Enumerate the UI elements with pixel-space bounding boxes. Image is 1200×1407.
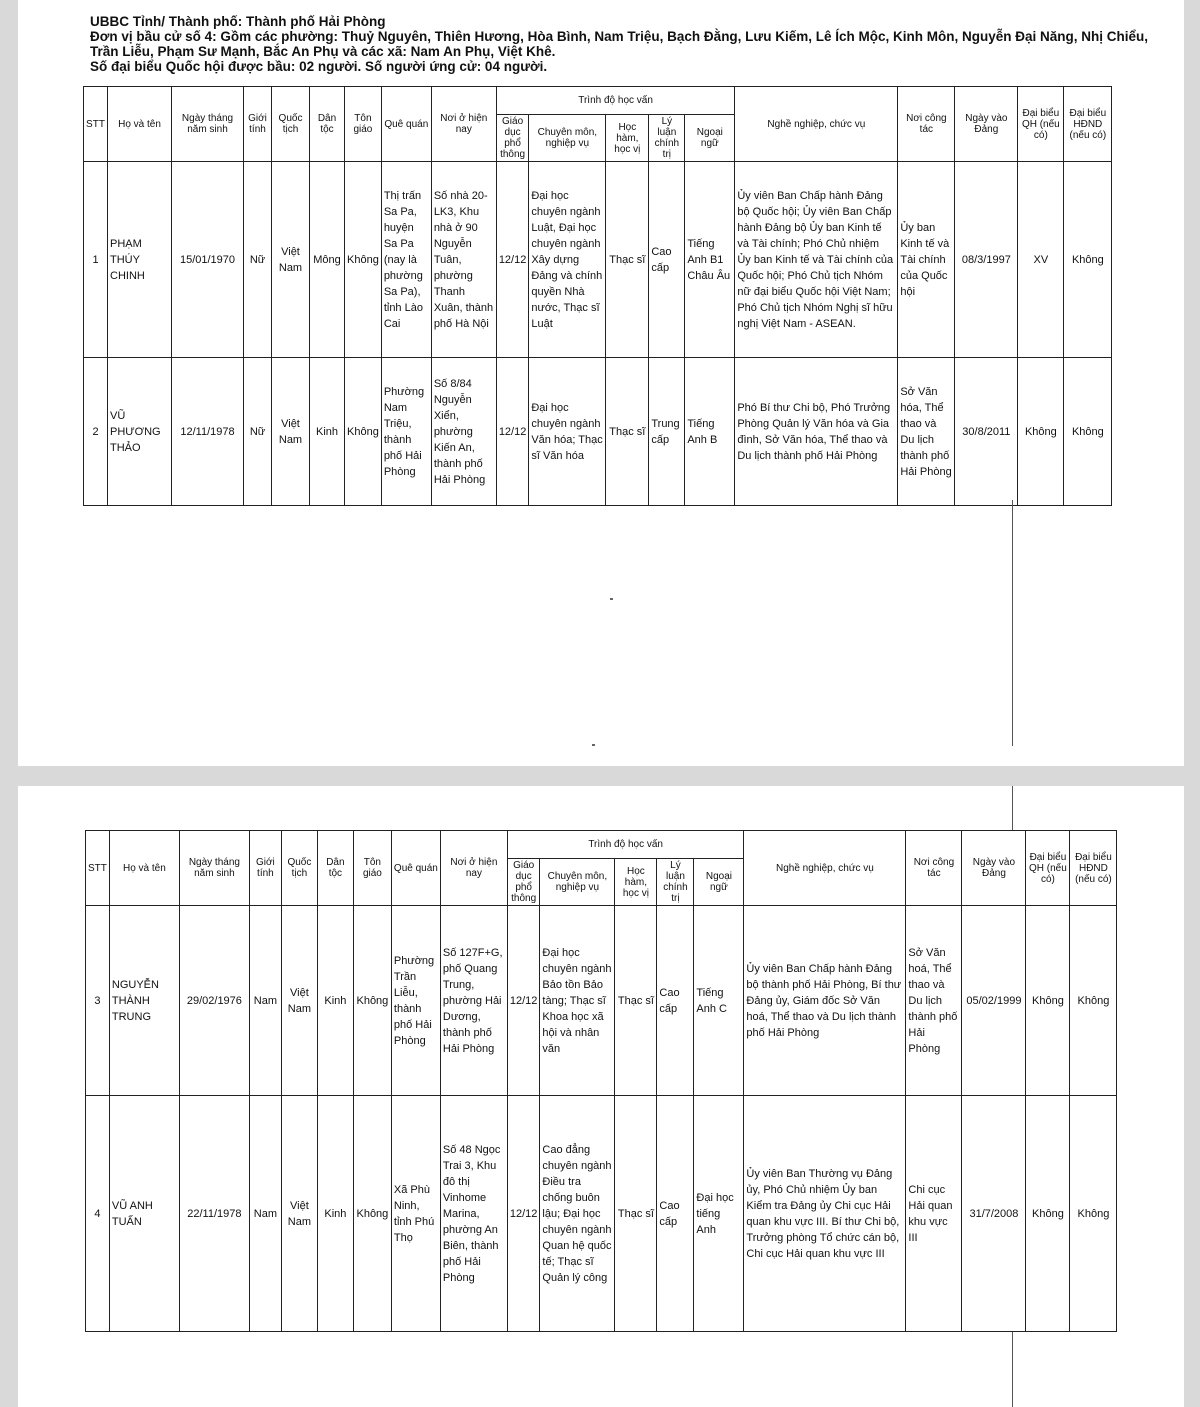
cell-foreign-language: Tiếng Anh C [694,906,744,1096]
cell-religion: Không [353,906,391,1096]
deputy-count-line: Số đại biểu Quốc hội được bầu: 02 người. Số người ứng cử: 04 người. [90,59,548,74]
col-specialty: Chuyên môn, nghiệp vụ [540,859,615,906]
col-education-group: Trình độ học vấn [496,87,735,115]
cell-nationality: Việt Nam [281,1096,317,1332]
cell-gender: Nam [249,1096,281,1332]
col-party-date: Ngày vào Đảng [955,87,1018,162]
cell-general-edu: 12/12 [496,358,529,506]
cell-na-deputy: XV [1018,162,1064,358]
cell-academic-rank: Thạc sĩ [606,162,649,358]
col-religion: Tôn giáo [353,831,391,906]
cell-nationality: Việt Nam [272,162,310,358]
col-political-theory: Lý luận chính trị [657,859,694,906]
col-ethnicity: Dân tộc [310,87,345,162]
col-political-theory: Lý luận chính trị [649,115,685,162]
col-na-deputy: Đại biểu QH (nếu có) [1026,831,1070,906]
cell-name: NGUYỄN THÀNH TRUNG [109,906,179,1096]
cell-general-edu: 12/12 [507,906,540,1096]
table-row [84,358,1112,506]
cell-workplace: Chi cục Hải quan khu vực III [906,1096,962,1332]
cell-workplace: Sở Văn hóa, Thể thao và Du lịch thành phố Hải Phòng [898,358,955,506]
cell-hometown: Phường Trần Liễu, thành phố Hải Phòng [391,906,440,1096]
col-occupation: Nghề nghiệp, chức vụ [744,831,906,906]
candidate-table-1 [83,86,1112,506]
col-hometown: Quê quán [381,87,431,162]
col-general-edu: Giáo dục phổ thông [507,859,540,906]
col-general-edu: Giáo dục phổ thông [496,115,529,162]
cell-residence: Số 48 Ngọc Trai 3, Khu đô thị Vinhome Marina, phường An Biên, thành phố Hải Phòng [440,1096,507,1332]
cell-hometown: Thị trấn Sa Pa, huyện Sa Pa (nay là phường Sa Pa), tỉnh Lào Cai [381,162,431,358]
cell-political-theory: Cao cấp [649,162,685,358]
cell-religion: Không [345,162,382,358]
cell-gender: Nữ [244,358,272,506]
cell-political-theory: Cao cấp [657,1096,694,1332]
cell-specialty: Đại học chuyên ngành Văn hóa; Thạc sĩ Văn hóa [529,358,606,506]
cell-pc-deputy: Không [1064,358,1112,506]
col-academic-rank: Học hàm, học vị [606,115,649,162]
cell-stt: 4 [86,1096,110,1332]
col-gender: Giới tính [244,87,272,162]
cell-stt: 1 [84,162,108,358]
scan-speck [610,598,613,600]
scan-fold-line [1012,1332,1013,1407]
province-line: UBBC Tỉnh/ Thành phố: Thành phố Hải Phòng [90,14,386,29]
cell-name: PHẠM THÚY CHINH [108,162,172,358]
cell-occupation: Ủy viên Ban Thường vụ Đảng ủy, Phó Chủ nhiệm Ủy ban Kiểm tra Đảng ủy Chi cục Hải quan khu vực III. Bí thư Chi bộ, Trưởng phòng Tổ chức cán bộ, Chi cục Hải quan khu vực III [744,1096,906,1332]
cell-residence: Số nhà 20-LK3, Khu nhà ở 90 Nguyễn Tuân, phường Thanh Xuân, thành phố Hà Nội [431,162,496,358]
table-row [86,1096,1117,1332]
cell-occupation: Ủy viên Ban Chấp hành Đảng bộ Quốc hội; Ủy viên Ban Chấp hành Đảng bộ Ủy ban Kinh tế và Tài chính; Phó Chủ nhiệm Ủy ban Kinh tế và Tài chính của Quốc hội; Phó Chủ tịch Nhóm nữ đại biểu Quốc hội Việt Nam; Phó Chủ tịch Nhóm Nghị sĩ hữu nghị Việt Nam - ASEAN. [735,162,898,358]
col-name: Họ và tên [108,87,172,162]
col-dob: Ngày tháng năm sinh [172,87,244,162]
col-stt: STT [86,831,110,906]
col-name: Họ và tên [109,831,179,906]
cell-gender: Nữ [244,162,272,358]
cell-foreign-language: Tiếng Anh B1 Châu Âu [685,162,735,358]
cell-academic-rank: Thạc sĩ [615,906,657,1096]
cell-political-theory: Cao cấp [657,906,694,1096]
cell-occupation: Phó Bí thư Chi bộ, Phó Trưởng Phòng Quản lý Văn hóa và Gia đình, Sở Văn hóa, Thể thao và Du lịch thành phố Hải Phòng [735,358,898,506]
cell-stt: 3 [86,906,110,1096]
col-foreign-language: Ngoại ngữ [694,859,744,906]
cell-general-edu: 12/12 [507,1096,540,1332]
col-ethnicity: Dân tộc [317,831,353,906]
cell-party-date: 31/7/2008 [962,1096,1026,1332]
cell-religion: Không [345,358,382,506]
col-academic-rank: Học hàm, học vị [615,859,657,906]
cell-academic-rank: Thạc sĩ [615,1096,657,1332]
col-residence: Nơi ở hiện nay [440,831,507,906]
col-education-group: Trình độ học vấn [507,831,744,859]
col-specialty: Chuyên môn, nghiệp vụ [529,115,606,162]
cell-specialty: Cao đẳng chuyên ngành Điều tra chống buôn lậu; Đại học chuyên ngành Quan hệ quốc tế; Thạc sĩ Quản lý công [540,1096,615,1332]
cell-foreign-language: Đại học tiếng Anh [694,1096,744,1332]
col-party-date: Ngày vào Đảng [962,831,1026,906]
scan-fold-line [1012,786,1013,830]
cell-foreign-language: Tiếng Anh B [685,358,735,506]
candidate-table-2 [85,830,1117,1332]
cell-nationality: Việt Nam [281,906,317,1096]
cell-political-theory: Trung cấp [649,358,685,506]
cell-academic-rank: Thạc sĩ [606,358,649,506]
col-residence: Nơi ở hiện nay [431,87,496,162]
col-workplace: Nơi công tác [898,87,955,162]
cell-ethnicity: Kinh [310,358,345,506]
cell-party-date: 30/8/2011 [955,358,1018,506]
cell-stt: 2 [84,358,108,506]
cell-residence: Số 127F+G, phố Quang Trung, phường Hải Dương, thành phố Hải Phòng [440,906,507,1096]
document-page-1 [18,0,1184,766]
cell-workplace: Sở Văn hoá, Thể thao và Du lịch thành phố Hải Phòng [906,906,962,1096]
cell-name: VŨ PHƯƠNG THẢO [108,358,172,506]
cell-nationality: Việt Nam [272,358,310,506]
col-stt: STT [84,87,108,162]
document-page-2 [18,786,1184,1407]
cell-name: VŨ ANH TUẤN [109,1096,179,1332]
col-pc-deputy: Đại biểu HĐND (nếu có) [1070,831,1117,906]
cell-na-deputy: Không [1026,1096,1070,1332]
table-row [84,162,1112,358]
document-header [90,14,1150,74]
scan-fold-line [1012,500,1013,746]
col-hometown: Quê quán [391,831,440,906]
col-dob: Ngày tháng năm sinh [179,831,249,906]
cell-dob: 29/02/1976 [179,906,249,1096]
cell-party-date: 08/3/1997 [955,162,1018,358]
cell-ethnicity: Mông [310,162,345,358]
constituency-line: Đơn vị bầu cử số 4: Gồm các phường: Thuỷ Nguyên, Thiên Hương, Hòa Bình, Nam Triệu, Bạch Đằng, Lưu Kiếm, Lê Ích Mộc, Kinh Môn, Nguyễn Đại Năng, Nhị Chiểu, Trần Liễu, Phạm Sư Mạnh, Bắc An Phụ và các xã: Nam An Phụ, Việt Khê. [90,29,1148,59]
cell-dob: 15/01/1970 [172,162,244,358]
cell-occupation: Ủy viên Ban Chấp hành Đảng bộ thành phố Hải Phòng, Bí thư Đảng ủy, Giám đốc Sở Văn hoá, Thể thao và Du lịch thành phố Hải Phòng [744,906,906,1096]
col-nationality: Quốc tịch [281,831,317,906]
cell-pc-deputy: Không [1070,1096,1117,1332]
cell-workplace: Ủy ban Kinh tế và Tài chính của Quốc hội [898,162,955,358]
cell-party-date: 05/02/1999 [962,906,1026,1096]
cell-dob: 22/11/1978 [179,1096,249,1332]
cell-dob: 12/11/1978 [172,358,244,506]
cell-specialty: Đại học chuyên ngành Bảo tồn Bảo tàng; Thạc sĩ Khoa học xã hội và nhân văn [540,906,615,1096]
cell-hometown: Xã Phù Ninh, tỉnh Phú Thọ [391,1096,440,1332]
cell-general-edu: 12/12 [496,162,529,358]
cell-ethnicity: Kinh [317,1096,353,1332]
cell-na-deputy: Không [1026,906,1070,1096]
col-nationality: Quốc tịch [272,87,310,162]
col-na-deputy: Đại biểu QH (nếu có) [1018,87,1064,162]
col-religion: Tôn giáo [345,87,382,162]
cell-pc-deputy: Không [1064,162,1112,358]
cell-pc-deputy: Không [1070,906,1117,1096]
col-gender: Giới tính [249,831,281,906]
col-workplace: Nơi công tác [906,831,962,906]
cell-specialty: Đại học chuyên ngành Luật, Đại học chuyên ngành Xây dựng Đảng và chính quyền Nhà nước, Thạc sĩ Luật [529,162,606,358]
cell-religion: Không [353,1096,391,1332]
col-occupation: Nghề nghiệp, chức vụ [735,87,898,162]
col-foreign-language: Ngoại ngữ [685,115,735,162]
cell-residence: Số 8/84 Nguyễn Xiển, phường Kiến An, thành phố Hải Phòng [431,358,496,506]
cell-ethnicity: Kinh [317,906,353,1096]
col-pc-deputy: Đại biểu HĐND (nếu có) [1064,87,1112,162]
cell-gender: Nam [249,906,281,1096]
cell-na-deputy: Không [1018,358,1064,506]
table-row [86,906,1117,1096]
scan-speck [592,744,595,746]
cell-hometown: Phường Nam Triệu, thành phố Hải Phòng [381,358,431,506]
